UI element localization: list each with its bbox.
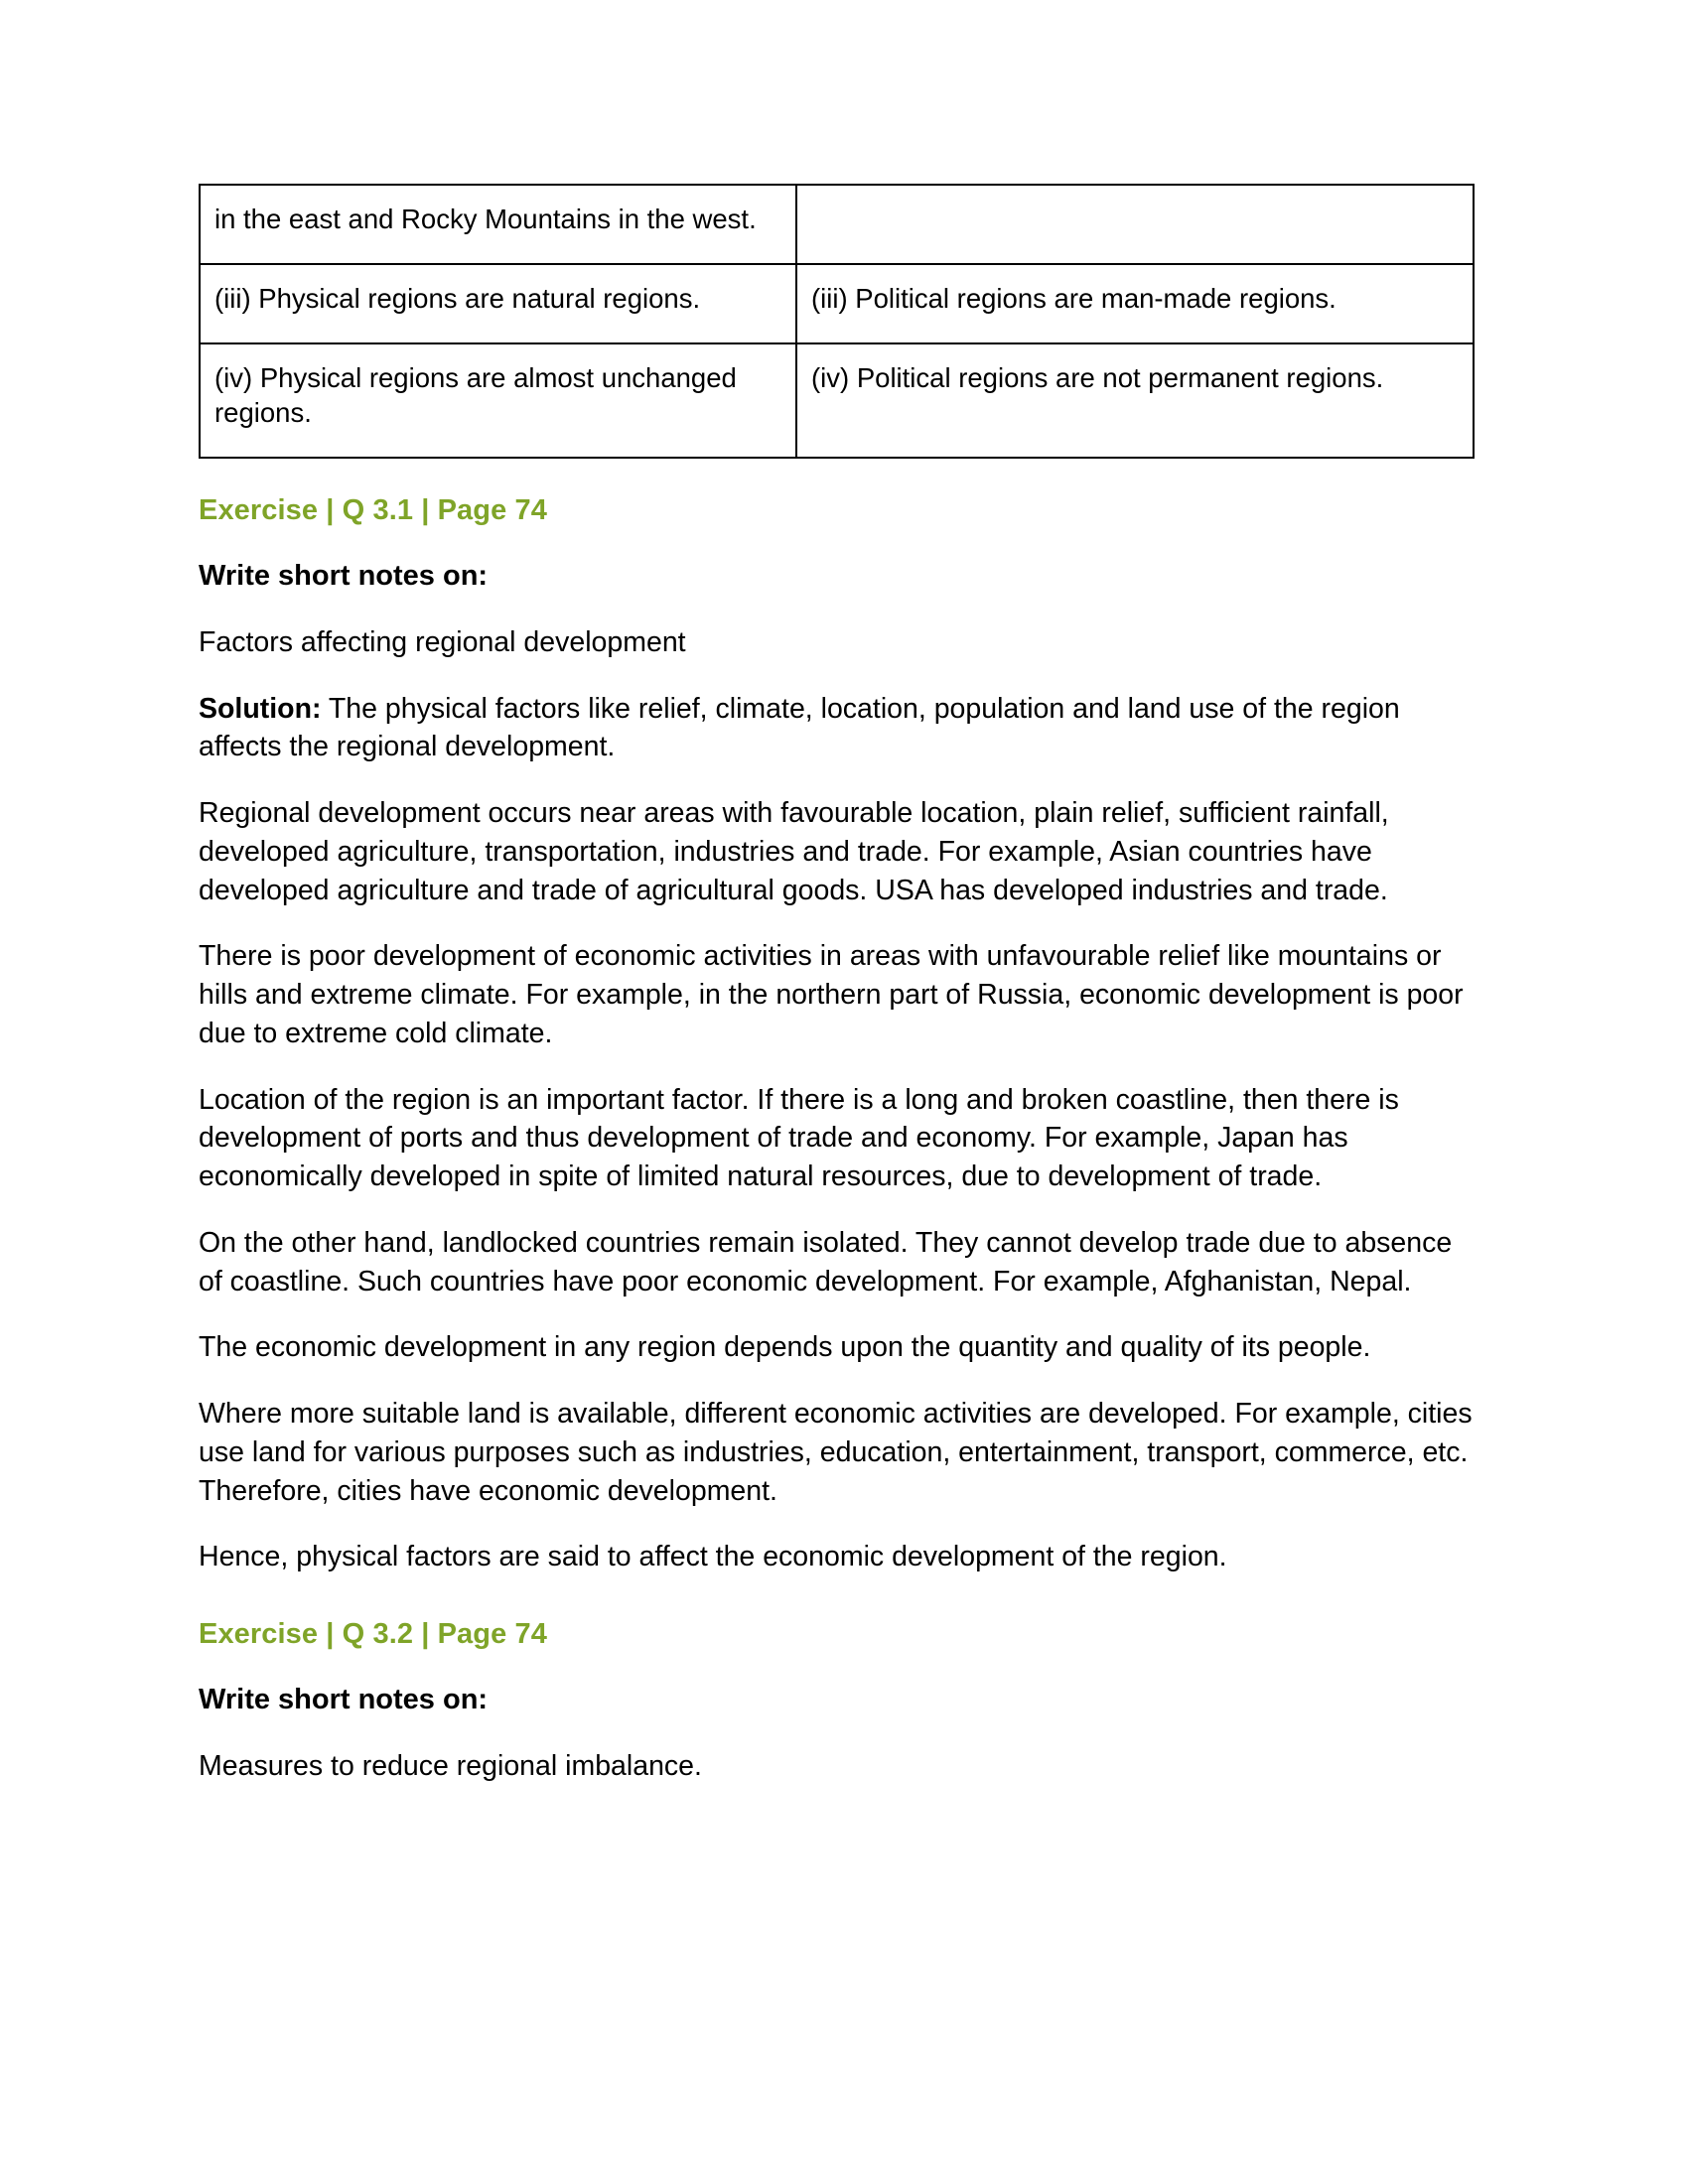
prompt-heading-q31: Write short notes on: xyxy=(199,560,489,593)
topic-q31: Factors affecting regional development xyxy=(199,625,686,658)
body-paragraph: The economic development in any region depends upon the quantity and quality of its people. xyxy=(199,1331,1371,1364)
table-cell-physical: (iii) Physical regions are natural regions. xyxy=(200,264,796,343)
table-cell-physical: (iv) Physical regions are almost unchanged regions. xyxy=(200,343,796,459)
body-paragraph: Regional development occurs near areas with favourable location, plain relief, sufficient rainfall, developed agriculture, transportation, industries and trade. For example, Asian countries have developed agriculture and trade of agricultural goods. USA has developed industries and trade. xyxy=(199,797,1389,906)
solution-label: Solution: xyxy=(199,692,322,725)
exercise-heading-q31: Exercise | Q 3.1 | Page 74 xyxy=(199,494,547,526)
table-row xyxy=(200,264,1474,343)
prompt-heading-q32: Write short notes on: xyxy=(199,1684,489,1716)
table-cell-physical: in the east and Rocky Mountains in the west. xyxy=(200,185,796,264)
topic-q32: Measures to reduce regional imbalance. xyxy=(199,1750,702,1783)
table-row xyxy=(200,343,1474,459)
table-cell-political: (iii) Political regions are man-made regions. xyxy=(796,264,1474,343)
table-cell-political xyxy=(796,185,1474,264)
table-row xyxy=(200,185,1474,264)
body-paragraph: Where more suitable land is available, different economic activities are developed. For example, cities use land for various purposes such as industries, education, entertainment, transport, commerce, etc. Therefore, cities have economic development. xyxy=(199,1398,1473,1507)
body-paragraph: Hence, physical factors are said to affect the economic development of the region. xyxy=(199,1541,1227,1573)
solution-text: The physical factors like relief, climate, location, population and land use of the region affects the regional development. xyxy=(199,692,1400,763)
body-paragraph: There is poor development of economic activities in areas with unfavourable relief like mountains or hills and extreme climate. For example, in the northern part of Russia, economic development is poor due to extreme cold climate. xyxy=(199,940,1464,1049)
body-paragraph: Location of the region is an important factor. If there is a long and broken coastline, then there is development of ports and thus development of trade and economy. For example, Japan has economically developed in spite of limited natural resources, due to development of trade. xyxy=(199,1083,1399,1193)
comparison-table xyxy=(199,184,1475,459)
body-paragraph: On the other hand, landlocked countries remain isolated. They cannot develop trade due to absence of coastline. Such countries have poor economic development. For example, Afghanistan, Nepal. xyxy=(199,1226,1453,1297)
solution-paragraph-q31 xyxy=(199,690,1475,767)
exercise-heading-q32: Exercise | Q 3.2 | Page 74 xyxy=(199,1618,547,1651)
table-cell-political: (iv) Political regions are not permanent regions. xyxy=(796,343,1474,459)
